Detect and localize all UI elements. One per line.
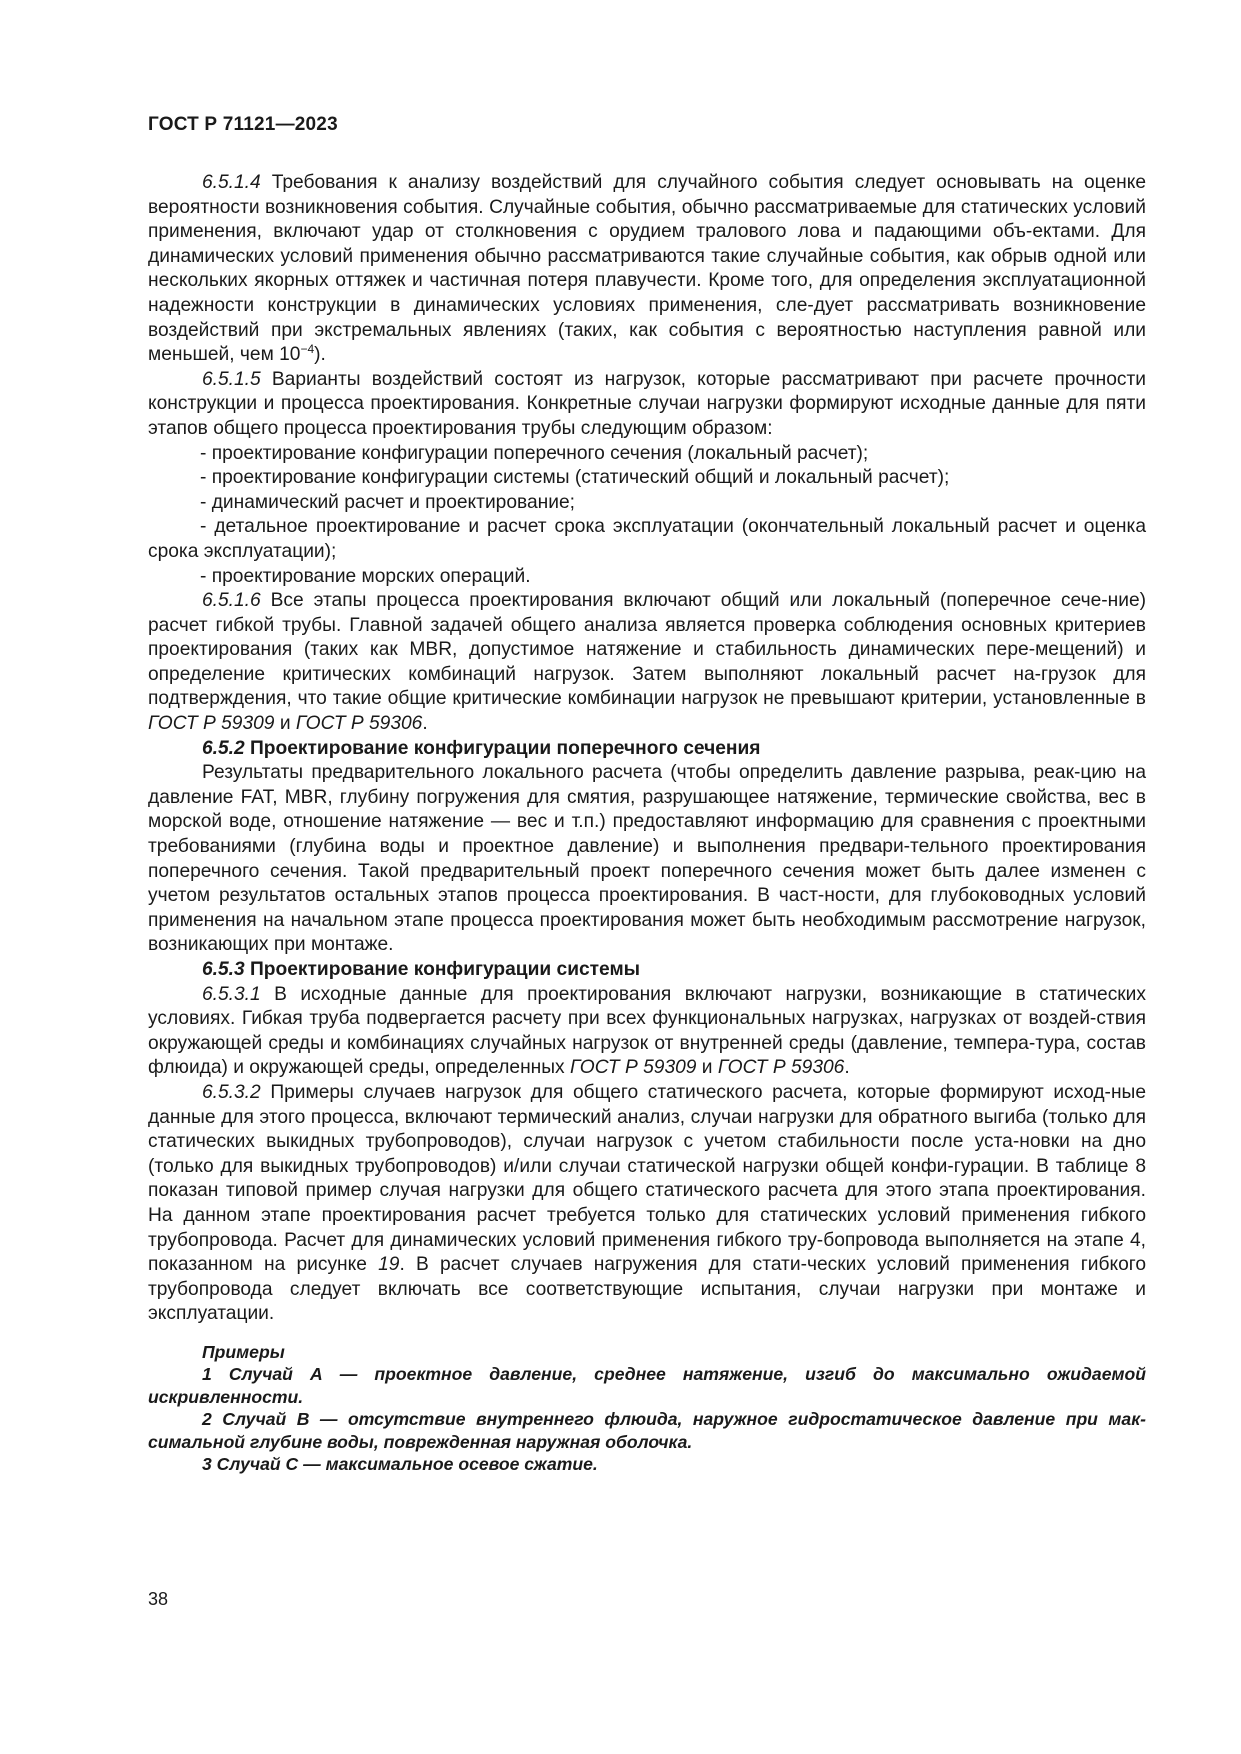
- paragraph-text: Требования к анализу воздействий для случайного события следует основывать на оценке вероятности возникновения события. Случайные события, обычно рассматриваемые для статических условий применения, включают удар от столкновения с орудием тралового лова и падающими объ-ектами. Для динамических условий применения обычно рассматриваются такие случайные события, как обрыв одной или нескольких якорных оттяжек и частичная потеря плавучести. Кроме того, для определения эксплуатационной надежности конструкции в динамических условиях применения, сле-дует рассматривать возникновение воздействий при экстремальных явлениях (таких, как события с вероятностью наступления равной или меньшей, чем 10: [148, 172, 1146, 366]
- paragraph-6-5-3-1: [148, 983, 1146, 1081]
- paragraph-text: В исходные данные для проектирования включают нагрузки, возникающие в статических условиях. Гибкая труба подвергается расчету при всех функциональных нагрузках, нагрузках от воздей-ствия окружающей среды и комбинациях случайных нагрузок от внутренней среды (давление, темпера-тура, состав флюида) и окружающей среды, определенных: [148, 983, 1146, 1079]
- conjunction: и: [274, 713, 296, 735]
- example-item: 3 Случай С — максимальное осевое сжатие.: [202, 1453, 598, 1474]
- paragraph-text: Примеры случаев нагрузок для общего статического расчета, которые формируют исход-ные данные для этого процесса, включают термический анализ, случаи нагрузки для обратного выгиба (только для статических выкидных трубопроводов), случаи нагрузок с учетом стабильности после уста-новки на дно (только для выкидных трубопроводов) и/или случаи статической нагрузки общей конфи-гурации. В таблице 8 показан типовой пример случая нагрузки для общего статического расчета для этого этапа проектирования. На данном этапе проектирования расчет требуется только для статических условий применения гибкого трубопровода. Расчет для динамических условий применения гибкого тру-бопровода выполняется на этапе 4, показанном на рисунке: [148, 1081, 1146, 1276]
- section-heading-6-5-2: [148, 737, 1146, 762]
- page-number: 38: [148, 1589, 169, 1609]
- paragraph-6-5-2: Результаты предварительного локального расчета (чтобы определить давление разрыва, реак-цию на давление FAT, MBR, глубину погружения для смятия, разрушающее натяжение, термические свойства, вес в морской воде, отношение натяжение — вес и т.п.) предоставляют информацию для сравнения с проектными требованиями (глубина воды и проектное давление) и выполнения предвари-тельного проектирования поперечного сечения. Такой предварительный проект поперечного сечения может быть далее изменен с учетом результатов остальных этапов процесса проектирования. В част-ности, для глубоководных условий применения на начальном этапе процесса проектирования может быть необходимым рассмотрение нагрузок, возникающих при монтаже.: [148, 762, 1146, 956]
- list-item: - проектирование конфигурации системы (статический общий и локальный расчет);: [200, 467, 950, 489]
- list-item: - динамический расчет и проектирование;: [200, 491, 575, 513]
- section-heading-6-5-3: [148, 958, 1146, 983]
- section-number: 6.5.2: [202, 737, 245, 759]
- standard-reference: ГОСТ Р 59309: [569, 1057, 697, 1079]
- paragraph-6-5-1-6: [148, 589, 1146, 737]
- section-title: Проектирование конфигурации системы: [244, 959, 641, 980]
- example-item: 2 Случай В — отсутствие внутреннего флюида, наружное гидростатическое давление при мак-симальной глубине воды, поврежденная наружная оболочка.: [148, 1409, 1146, 1452]
- conjunction: и: [696, 1057, 718, 1079]
- paragraph-text-end: . В расчет случаев нагружения для стати-ческих условий применения гибкого трубопровода следует включать все соответствующие испытания, случаи нагрузки при монтаже и эксплуатации.: [148, 1254, 1146, 1325]
- paragraph-text: Все этапы процесса проектирования включают общий или локальный (поперечное сече-ние) расчет гибкой трубы. Главной задачей общего анализа является проверка соблюдения основных критериев проектирования (таких как MBR, допустимое натяжение и стабильность динамических пере-мещений) и определение критических комбинаций нагрузок. Затем выполняют локальный расчет на-грузок для подтверждения, что такие общие критические комбинации нагрузок не превышают критерии, установленные в: [148, 590, 1146, 710]
- paragraph-text-end: ).: [314, 344, 326, 366]
- standard-reference: ГОСТ Р 59306: [717, 1057, 845, 1079]
- document-body: [148, 171, 1146, 1475]
- standard-reference: ГОСТ Р 59309: [148, 713, 275, 735]
- paragraph-6-5-1-5: [148, 368, 1146, 442]
- list-item: - проектирование конфигурации поперечного сечения (локальный расчет);: [200, 442, 869, 464]
- clause-number: 6.5.3.1: [202, 983, 261, 1005]
- paragraph-6-5-1-4: [148, 171, 1146, 368]
- section-title: Проектирование конфигурации поперечного сечения: [244, 737, 761, 759]
- clause-number: 6.5.1.5: [202, 368, 261, 390]
- period: .: [844, 1057, 850, 1079]
- clause-number: 6.5.1.4: [202, 172, 261, 193]
- standard-reference: ГОСТ Р 59306: [295, 713, 423, 735]
- paragraph-6-5-3-2: [148, 1081, 1146, 1327]
- exponent: −4: [300, 342, 315, 357]
- figure-reference: 19: [378, 1254, 400, 1276]
- examples-block: [148, 1341, 1146, 1475]
- examples-title: Примеры: [202, 1341, 285, 1362]
- clause-number: 6.5.3.2: [202, 1081, 261, 1103]
- clause-number: 6.5.1.6: [202, 590, 261, 612]
- document-header: ГОСТ Р 71121—2023: [148, 114, 338, 135]
- paragraph-text: Варианты воздействий состоят из нагрузок, которые рассматривают при расчете прочности конструкции и процесса проектирования. Конкретные случаи нагрузки формируют исходные данные для пяти этапов общего процесса проектирования трубы следующим образом:: [148, 368, 1146, 439]
- list-item: - детальное проектирование и расчет срока эксплуатации (окончательный локальный расчет и оценка срока эксплуатации);: [148, 516, 1146, 562]
- section-number: 6.5.3: [202, 959, 245, 980]
- list-item: - проектирование морских операций.: [200, 565, 531, 587]
- example-item: 1 Случай А — проектное давление, среднее натяжение, изгиб до максимально ожидаемой искривленности.: [148, 1364, 1146, 1407]
- period: .: [422, 713, 428, 735]
